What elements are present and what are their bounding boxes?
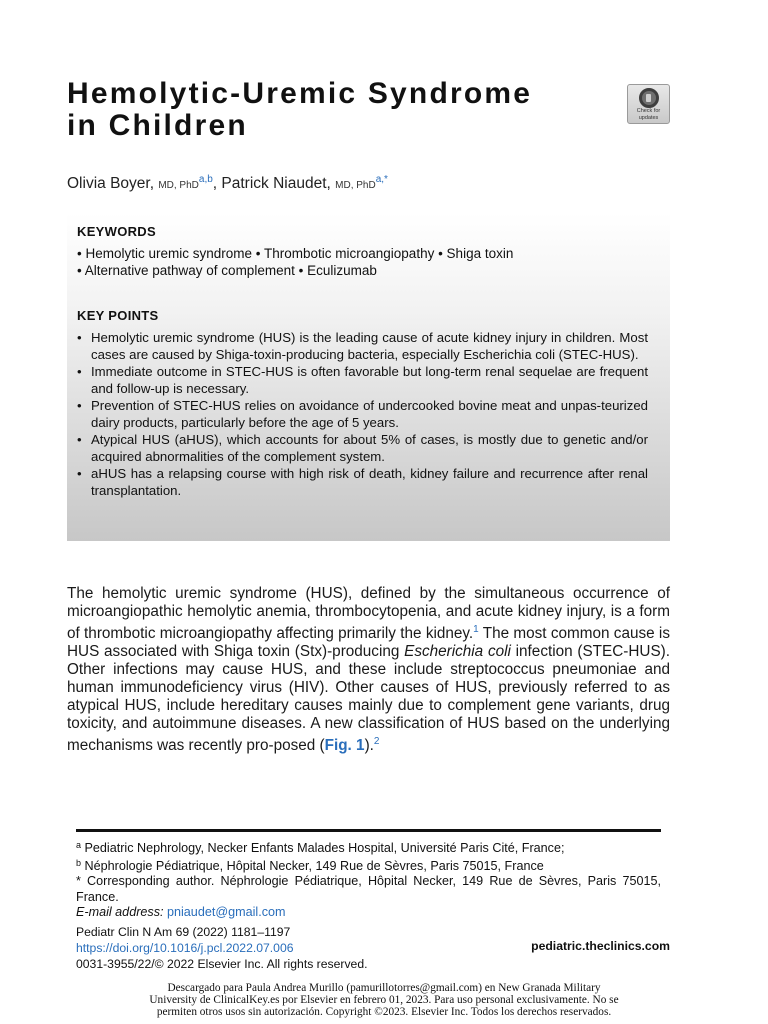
bullet-icon: • bbox=[77, 364, 82, 379]
body-paragraph bbox=[67, 585, 670, 755]
journal-site-link[interactable]: pediatric.theclinics.com bbox=[531, 939, 670, 953]
key-point-item bbox=[77, 330, 648, 363]
crossmark-icon bbox=[639, 88, 659, 108]
keywords-line-1: • Hemolytic uremic syndrome • Thrombotic microangiopathy • Shiga toxin bbox=[77, 246, 514, 261]
author-2-name: , Patrick Niaudet, bbox=[212, 175, 331, 192]
title-line-1: Hemolytic-Uremic Syndrome bbox=[67, 77, 533, 110]
body-italic-organism: Escherichia coli bbox=[404, 643, 511, 660]
download-notice-line-2: University de ClinicalKey.es por Elsevier en febrero 01, 2023. Para uso personal exclusivamente. No se bbox=[149, 994, 619, 1007]
figure-1-link[interactable]: Fig. 1 bbox=[324, 737, 365, 754]
download-notice-line-3: permiten otros usos sin autorización. Copyright ©2023. Elsevier Inc. Todos los derechos reservados. bbox=[156, 1006, 612, 1019]
key-points-list bbox=[77, 330, 648, 499]
author-2-affiliation-link[interactable]: a,* bbox=[375, 174, 388, 185]
key-point-text: aHUS has a relapsing course with high risk of death, kidney failure and recurrence after renal transplantation. bbox=[91, 466, 648, 498]
reference-1-link[interactable]: 1 bbox=[473, 624, 479, 635]
body-text-3: infection (STEC-HUS). Other infections may cause HUS, and these include streptococcus pneumoniae and human immunodeficiency virus (HIV). Other causes of HUS, previously referred to as atypical HUS, include hereditary causes mainly due to complement gene variants, drug toxicity, and autoimmune diseases. A new classification of HUS based on the underlying mechanisms was recently pro-posed ( bbox=[67, 643, 670, 754]
footnote-b-text: Néphrologie Pédiatrique, Hôpital Necker, 149 Rue de Sèvres, Paris 75015, France bbox=[81, 859, 544, 874]
badge-line-2: updates bbox=[638, 114, 659, 121]
citation-block bbox=[76, 924, 368, 972]
bullet-icon: • bbox=[77, 432, 82, 447]
key-point-text: Immediate outcome in STEC-HUS is often favorable but long-term renal sequelae are frequent and follow-up is necessary. bbox=[91, 364, 648, 396]
author-list bbox=[67, 174, 388, 193]
footnote-b-mark: b bbox=[76, 858, 82, 869]
footnote-b bbox=[76, 856, 661, 874]
key-point-item bbox=[77, 466, 648, 499]
author-1-affiliation-link[interactable]: a,b bbox=[198, 174, 213, 185]
article-title bbox=[67, 78, 607, 142]
keywords-line-2: • Alternative pathway of complement • Eculizumab bbox=[77, 263, 377, 278]
reference-2-link[interactable]: 2 bbox=[373, 736, 380, 747]
email-label: E-mail address: bbox=[76, 904, 164, 919]
footnote-a-text: Pediatric Nephrology, Necker Enfants Malades Hospital, Université Paris Cité, France; bbox=[81, 841, 565, 855]
journal-citation: Pediatr Clin N Am 69 (2022) 1181–1197 bbox=[76, 925, 291, 939]
doi-link[interactable]: https://doi.org/10.1016/j.pcl.2022.07.006 bbox=[76, 941, 294, 955]
keywords-keypoints-box bbox=[67, 213, 670, 541]
check-for-updates-button[interactable] bbox=[627, 84, 670, 124]
bullet-icon: • bbox=[77, 330, 82, 345]
footnote-a bbox=[76, 838, 661, 856]
copyright-line: 0031-3955/22/© 2022 Elsevier Inc. All rights reserved. bbox=[76, 957, 368, 971]
footnote-divider bbox=[76, 829, 661, 832]
download-notice-line-1: Descargado para Paula Andrea Murillo (pamurillotorres@gmail.com) en New Granada Military bbox=[167, 982, 601, 994]
key-points-heading: KEY POINTS bbox=[77, 308, 159, 323]
key-point-item bbox=[77, 398, 648, 431]
title-line-2: in Children bbox=[67, 109, 248, 142]
key-point-item bbox=[77, 432, 648, 465]
bullet-icon: • bbox=[77, 466, 82, 481]
keywords-heading: KEYWORDS bbox=[77, 224, 156, 239]
bullet-icon: • bbox=[77, 398, 82, 413]
author-2-degree: MD, PhD bbox=[335, 180, 376, 191]
key-point-text: Hemolytic uremic syndrome (HUS) is the leading cause of acute kidney injury in children. Most cases are caused by Shiga-toxin-producing bacteria, especially Escherichia coli (STEC-HUS). bbox=[91, 330, 648, 362]
footnotes bbox=[76, 838, 661, 920]
download-notice bbox=[100, 982, 668, 1019]
author-1-name: Olivia Boyer, bbox=[67, 175, 155, 192]
footnote-a-mark: a bbox=[76, 840, 82, 850]
key-point-text: Prevention of STEC-HUS relies on avoidance of undercooked bovine meat and unpas-teurized dairy products, particularly before the age of 5 years. bbox=[91, 398, 648, 430]
key-point-item bbox=[77, 364, 648, 397]
author-1-degree: MD, PhD bbox=[158, 180, 199, 191]
body-text-2: The most common cause is HUS associated with Shiga toxin (Stx)-producing bbox=[67, 625, 670, 660]
body-text-1: The hemolytic uremic syndrome (HUS), defined by the simultaneous occurrence of microangiopathic hemolytic anemia, thrombocytopenia, and acute kidney injury, is a form of thrombotic microangiopathy affecting primarily the kidney. bbox=[67, 585, 670, 642]
body-text-4: ). bbox=[364, 737, 374, 754]
email-line bbox=[76, 905, 661, 920]
badge-line-1: Check for bbox=[636, 108, 661, 114]
keywords-list bbox=[77, 245, 648, 279]
corresponding-author: * Corresponding author. Néphrologie Pédiatrique, Hôpital Necker, 149 Rue de Sèvres, Paris 75015, France. bbox=[76, 874, 661, 904]
email-link[interactable]: pniaudet@gmail.com bbox=[167, 904, 286, 919]
key-point-text: Atypical HUS (aHUS), which accounts for about 5% of cases, is mostly due to genetic and/or acquired abnormalities of the complement system. bbox=[91, 432, 648, 464]
